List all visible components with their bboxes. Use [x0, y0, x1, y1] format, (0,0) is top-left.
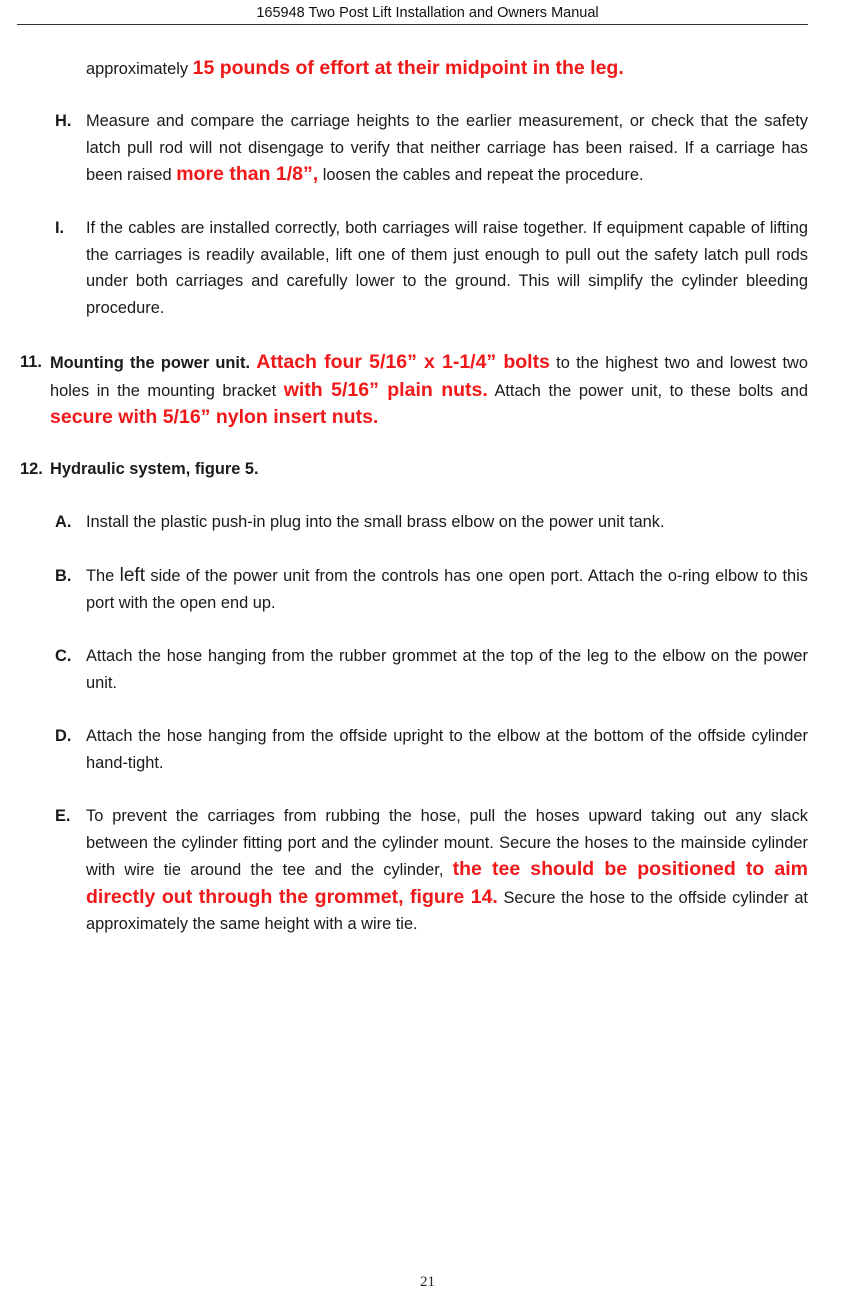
step-h-emphasis: more than 1/8”, — [176, 163, 319, 185]
step-c-paragraph: Attach the hose hanging from the rubber grommet at the top of the leg to the elbow on the power unit. — [86, 647, 808, 692]
step-b-text-2: side of the power unit from the controls has one open port. Attach the o-ring elbow to this port with the open end up. — [86, 567, 808, 612]
section-11-text-2: Attach the power unit, to these bolts and — [487, 381, 808, 400]
section-11-emphasis-3: secure with 5/16” nylon insert nuts. — [50, 406, 379, 428]
step-d-paragraph: Attach the hose hanging from the offside upright to the elbow at the bottom of the offside cylinder hand-tight. — [86, 727, 808, 772]
step-a-label: A. — [55, 513, 72, 531]
step-e-text-2: Secure the hose to the offside cylinder at approximately the same height with a wire tie. — [86, 888, 808, 933]
step-i-label: I. — [55, 219, 65, 237]
step-e-text-1: To prevent the carriages from rubbing the hose, pull the hoses upward taking out any slack between the cylinder fitting port and the cylinder mount. Secure the hoses to the mainside cylinder with wire tie around the tee and the cylinder, — [86, 807, 808, 879]
section-12-number: 12. — [20, 460, 43, 478]
running-header: 165948 Two Post Lift Installation and Owners Manual — [256, 5, 599, 21]
intro-paragraph — [86, 55, 808, 83]
step-e-label: E. — [55, 807, 71, 825]
header-divider — [17, 24, 808, 25]
step-c-label: C. — [55, 647, 72, 665]
section-11-number: 11. — [20, 353, 42, 371]
step-h-paragraph — [86, 108, 808, 189]
step-d-label: D. — [55, 727, 72, 745]
section-11-text-1: to the highest two and lowest two holes in the mounting bracket — [50, 354, 808, 400]
page-number: 21 — [420, 1274, 435, 1290]
section-11-emphasis-1: Attach four 5/16” x 1-1/4” bolts — [256, 351, 550, 373]
section-11-title: Mounting the power unit. — [50, 354, 251, 372]
section-11-paragraph — [20, 349, 808, 432]
step-h-label: H. — [55, 112, 72, 130]
intro-text: approximately — [86, 60, 193, 78]
step-b-word-left: left — [119, 565, 145, 586]
step-b-paragraph — [86, 563, 808, 616]
step-i-paragraph: If the cables are installed correctly, both carriages will raise together. If equipment capable of lifting the carriages is readily available, lift one of them just enough to pull out the safety latch pull rods under both carriages and carefully lower to the ground. This will simplify the cylinder bleeding procedure. — [86, 219, 808, 317]
intro-emphasis: 15 pounds of effort at their midpoint in the leg. — [192, 57, 624, 79]
step-e-emphasis: the tee should be positioned to aim directly out through the grommet, figure 14. — [86, 858, 809, 908]
step-b-label: B. — [55, 567, 72, 585]
section-11-emphasis-2: with 5/16” plain nuts. — [283, 378, 488, 401]
step-h-text-2: loosen the cables and repeat the procedure. — [318, 166, 644, 184]
step-a-paragraph: Install the plastic push-in plug into the small brass elbow on the power unit tank. — [86, 513, 665, 531]
step-e-paragraph — [86, 803, 808, 938]
step-h-text-1: Measure and compare the carriage heights to the earlier measurement, or check that the safety latch pull rod will not disengage to verify that neither carriage has been raised. If a carriage has been raised — [86, 112, 808, 184]
section-12-heading — [20, 456, 808, 483]
step-b-text-1: The — [86, 567, 120, 585]
section-12-title: Hydraulic system, figure 5. — [50, 460, 259, 478]
